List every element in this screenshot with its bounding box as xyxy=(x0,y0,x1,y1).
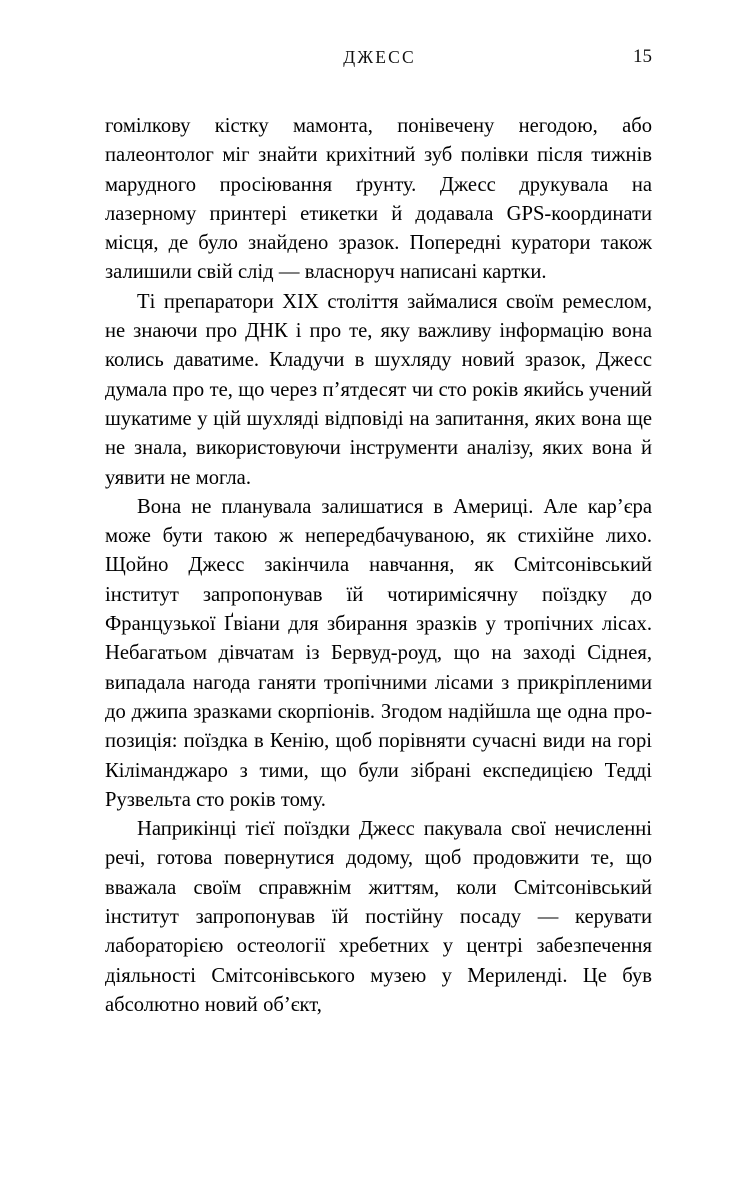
paragraph: Наприкінці тієї поїздки Джесс пакувала свої нечисленні речі, готова повернутися додому, щоб продовжити те, що вважала своїм справжнім життям, коли Смітсонівський інститут запропонував їй постійну посаду — керувати лабораторією остеології хребетних у центрі забезпечення діяльності Смітсонівського музею у Мериленді. Це був абсолютно новий об’єкт, xyxy=(105,818,652,1016)
running-head-title: ДЖЕСС xyxy=(343,47,416,67)
running-head xyxy=(105,44,652,70)
paragraph: Вона не планувала залишатися в Америці. Але кар’єра може бути такою ж непередбачуваною, як стихійне лихо. Щойно Джесс закінчила навчання, як Смітсонівський інститут запропонував їй чотиримісячну поїздку до Французької Ґвіани для збирання зразків у тропічних лісах. Небагатьом дівчатам із Бервуд-роуд, що на заході Сіднея, випадала нагода ганяти тропічними лісами з прикріпленими до джипа зразками скорпіонів. Згодом надійшла ще одна пропозиція: поїздка в Кенію, щоб порівняти сучасні види на горі Кіліманджаро з тими, що були зібрані експедицією Тедді Рузвельта сто років тому. xyxy=(105,495,652,811)
body-text-block xyxy=(105,112,652,1020)
page-number: 15 xyxy=(633,46,652,67)
paragraph: Ті препаратори XIX століття займалися своїм ремеслом, не знаючи про ДНК і про те, яку важливу інформацію вона колись даватиме. Кладучи в шухляду новий зразок, Джесс думала про те, що через п’ятдесят чи сто років якийсь учений шукатиме у цій шухляді відповіді на запитання, яких вона ще не знала, використовуючи інструменти аналізу, яких вона й уявити не могла. xyxy=(105,290,652,489)
paragraph: гомілкову кістку мамонта, понівечену негодою, або палеонтолог міг знайти крихітний зуб полівки після тижнів марудного просіювання ґрунту. Джесс друкувала на лазерному принтері етикетки й додавала GPS-координати місця, де було знайдено зразок. Попередні куратори також залишили свій слід — власноруч написані картки. xyxy=(105,115,652,284)
